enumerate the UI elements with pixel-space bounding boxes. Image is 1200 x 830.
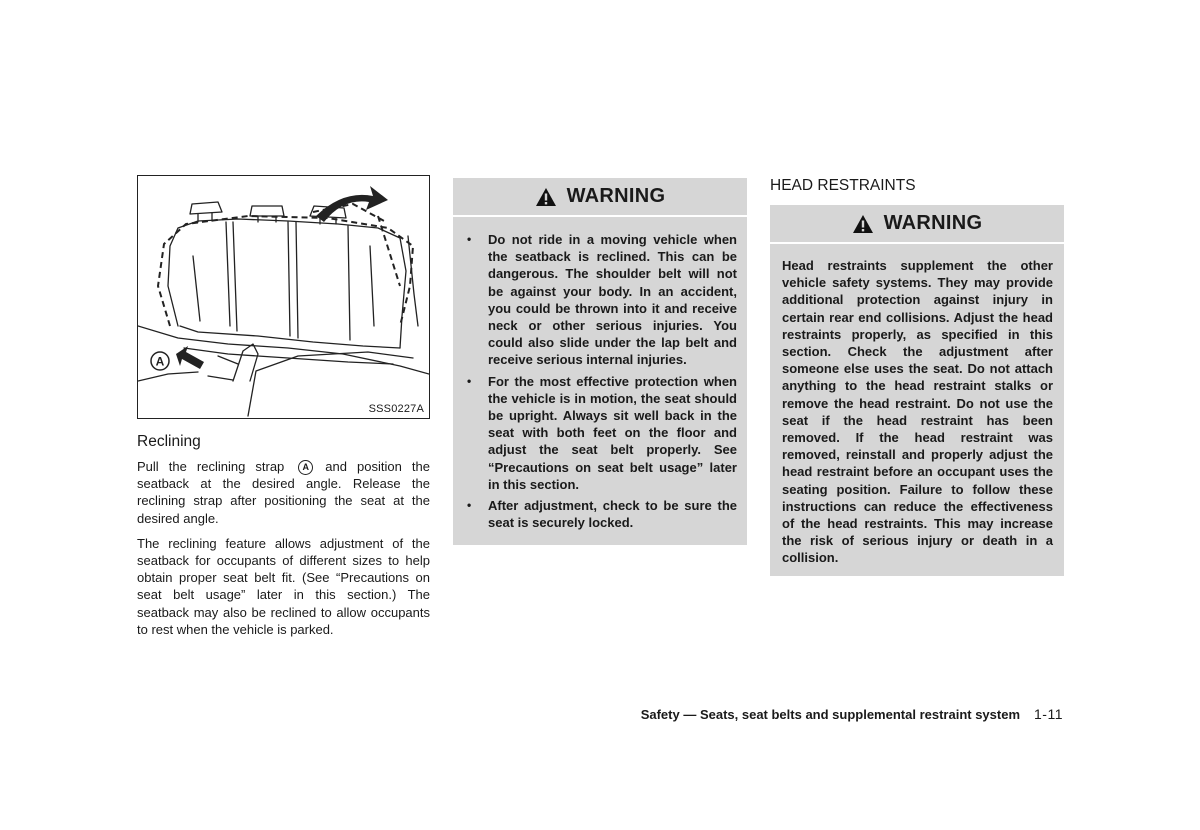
callout-label: A — [155, 354, 165, 369]
head-restraints-warning-box — [770, 205, 1064, 576]
right-column — [770, 175, 1064, 576]
reclining-warning-box — [453, 178, 747, 545]
callout-a-icon: A — [298, 460, 313, 475]
warning-item: • After adjustment, check to be sure the seat is securely locked. — [467, 497, 737, 531]
reclining-heading: Reclining — [137, 433, 201, 450]
reclining-text-before: Pull the reclining strap — [137, 459, 285, 474]
warning-list — [453, 217, 747, 545]
footer-section-title: Safety — Seats, seat belts and supplemental restraint system — [640, 707, 1021, 722]
warning-header — [453, 178, 747, 217]
rear-seat-drawing — [138, 176, 429, 418]
warning-header — [770, 205, 1064, 244]
head-restraints-warning-text: Head restraints supplement the other vehicle safety systems. They may provide additional protection against injury in certain rear end collisions. Adjust the head restraints properly, as specified in this section. Check the adjustment after someone else uses the seat. Do not attach anything to the head restraint stalks or remove the head restraint. Do not use the seat if the head restraint has been removed. If the head restraint was removed, reinstall and properly adjust the head restraint before an occupant uses the seating position. Failure to follow these instructions can reduce the effectiveness of the head restraints. This may increase the risk of serious injury or death in a collision. — [782, 258, 1053, 566]
warning-item: • Do not ride in a moving vehicle when the seatback is reclined. This can be dangerous. The shoulder belt will not be against your body. In an accident, you could be thrown into it and receive neck or other serious injuries. You could also slide under the lap belt and receive serious internal injuries. — [467, 231, 737, 369]
warning-title: WARNING — [566, 185, 666, 207]
reclining-paragraph-1 — [137, 458, 430, 527]
warning-item: • For the most effective protection when the vehicle is in motion, the seat should be upright. Always sit well back in the seat with both feet on the floor and adjust the seat belt properly. See “Precautions on seat belt usage” later in this section. — [467, 373, 737, 493]
reclining-text-after: and position the seatback at the desired angle. Release the reclining strap after positioning the seat at the desired angle. — [137, 459, 430, 526]
page-number: 1-11 — [1034, 706, 1063, 722]
warning-triangle-icon — [535, 187, 557, 207]
warning-triangle-icon — [852, 214, 874, 234]
page-footer — [641, 706, 1063, 722]
head-restraints-heading: HEAD RESTRAINTS — [770, 177, 916, 194]
left-column — [137, 175, 430, 646]
rear-seat-illustration — [137, 175, 430, 419]
reclining-paragraph-2: The reclining feature allows adjustment of the seatback for occupants of different sizes to help obtain proper seat belt fit. (See “Precautions on seat belt usage” later in this section.) The seatback may also be reclined to allow occupants to rest when the vehicle is parked. — [137, 535, 430, 637]
warning-title: WARNING — [883, 212, 983, 234]
middle-column — [453, 178, 747, 545]
figure-code: SSS0227A — [368, 403, 424, 415]
